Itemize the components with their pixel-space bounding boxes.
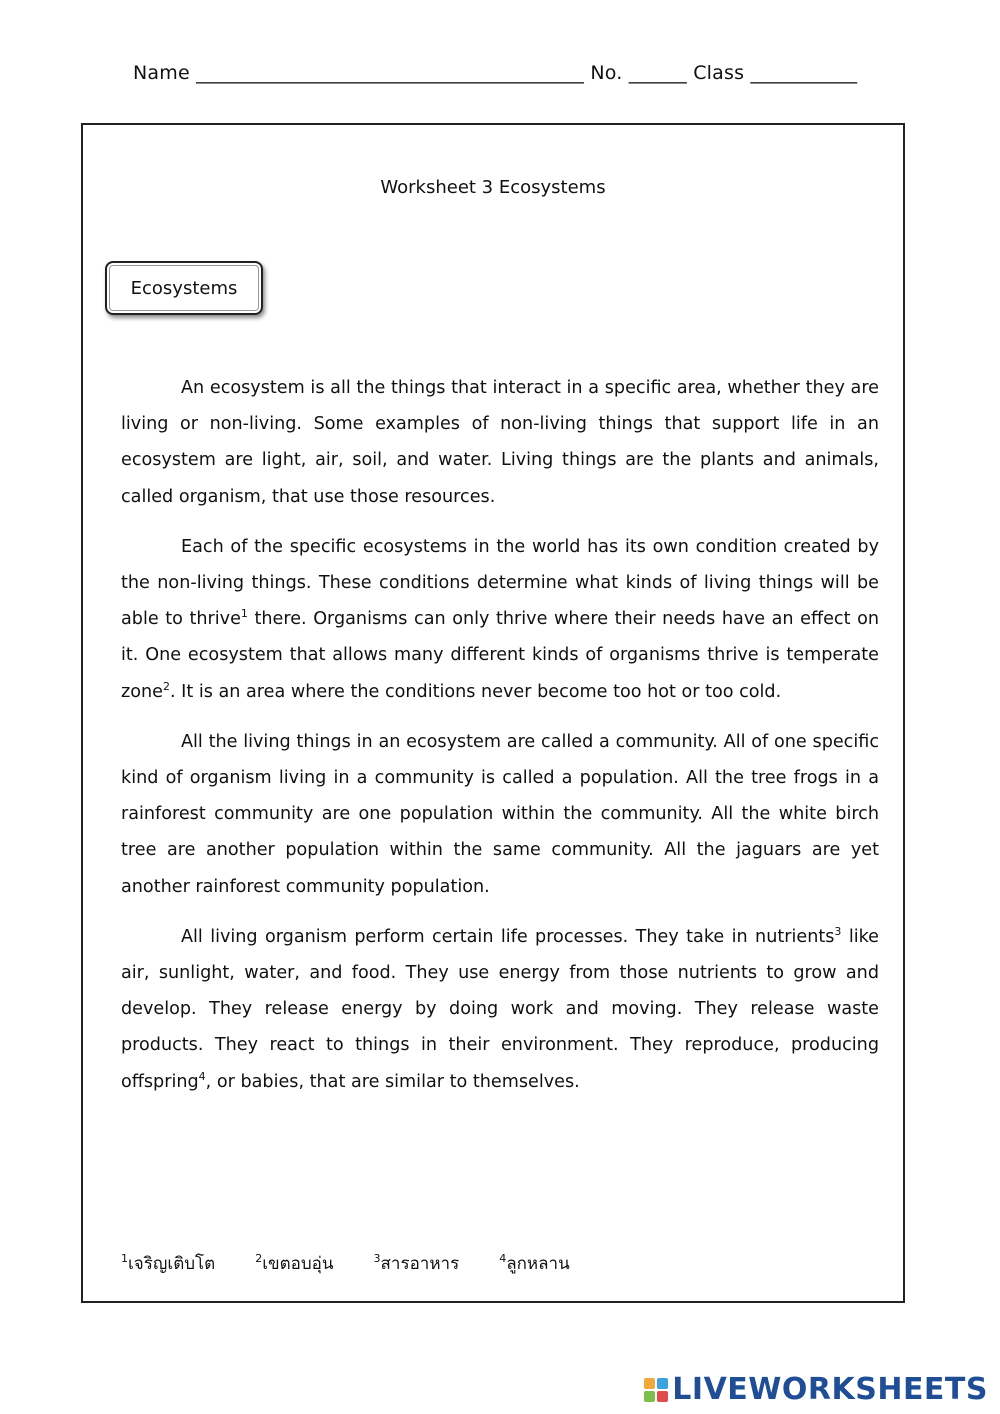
logo-tile xyxy=(644,1391,655,1402)
reading-passage xyxy=(121,370,879,1114)
logo-tile xyxy=(644,1378,655,1389)
paragraph-text: there. Organisms can only thrive where their needs have an effect on it. One ecosystem that allows many different kinds of organisms thrive is temperate zone xyxy=(121,609,879,702)
footnote-ref: 1 xyxy=(240,607,248,621)
worksheet-frame xyxy=(81,123,905,1303)
name-label: Name xyxy=(133,62,190,84)
footnotes xyxy=(121,1250,610,1277)
paragraph-text: An ecosystem is all the things that interact in a specific area, whether they are living or non-living. Some examples of non-living things that support life in an ecosystem are light, air, soil, and water. Living things are the plants and animals, called organism, that use those resources. xyxy=(121,378,879,507)
class-blank[interactable]: ___________ xyxy=(750,62,858,84)
paragraph-4 xyxy=(121,919,879,1100)
footnote-1: $^1$เจริญเติบโต xyxy=(121,1252,216,1274)
paragraph-text: . It is an area where the conditions never become too hot or too cold. xyxy=(169,681,782,702)
footnote-4: $^4$ลูกหลาน xyxy=(499,1252,570,1274)
logo-tile xyxy=(657,1378,668,1389)
paragraph-text: All living organism perform certain life processes. They take in nutrients xyxy=(181,926,835,947)
liveworksheets-brand[interactable] xyxy=(644,1372,988,1407)
footnote-3: $^3$สารอาหาร xyxy=(373,1252,460,1274)
logo-tile xyxy=(657,1391,668,1402)
class-label: Class xyxy=(693,62,745,84)
footnote-ref: 4 xyxy=(198,1069,206,1083)
footnote-2: $^2$เขตอบอุ่น xyxy=(255,1252,334,1274)
paragraph-text: Each of the specific ecosystems in the world has its own condition created by the non-living things. These conditions determine what kinds of living things will be able to thrive xyxy=(121,536,879,630)
student-info-line xyxy=(133,62,857,84)
footnote-ref: 3 xyxy=(834,924,842,938)
number-blank[interactable]: ______ xyxy=(628,62,687,84)
liveworksheets-logo-icon xyxy=(644,1378,668,1402)
paragraph-text: All the living things in an ecosystem are called a community. All of one specific kind of organism living in a community is called a population. All the tree frogs in a rainforest community are one population within the community. All the white birch tree are another population within the same community. All the jaguars are yet another rainforest community population. xyxy=(121,731,879,897)
brand-text: LIVEWORKSHEETS xyxy=(672,1372,988,1407)
paragraph-text: , or babies, that are similar to themselves. xyxy=(205,1071,580,1092)
paragraph-1 xyxy=(121,370,879,515)
paragraph-text: like air, sunlight, water, and food. They use energy from those nutrients to grow and develop. They release energy by doing work and moving. They release waste products. They react to things in their environment. They reproduce, producing offspring xyxy=(121,926,879,1092)
name-blank[interactable]: ________________________________________ xyxy=(196,62,585,84)
paragraph-3 xyxy=(121,724,879,905)
footnote-ref: 2 xyxy=(162,679,170,693)
section-tag: Ecosystems xyxy=(105,261,263,315)
number-label: No. xyxy=(590,62,623,84)
worksheet-title: Worksheet 3 Ecosystems xyxy=(380,177,606,198)
paragraph-2 xyxy=(121,529,879,710)
